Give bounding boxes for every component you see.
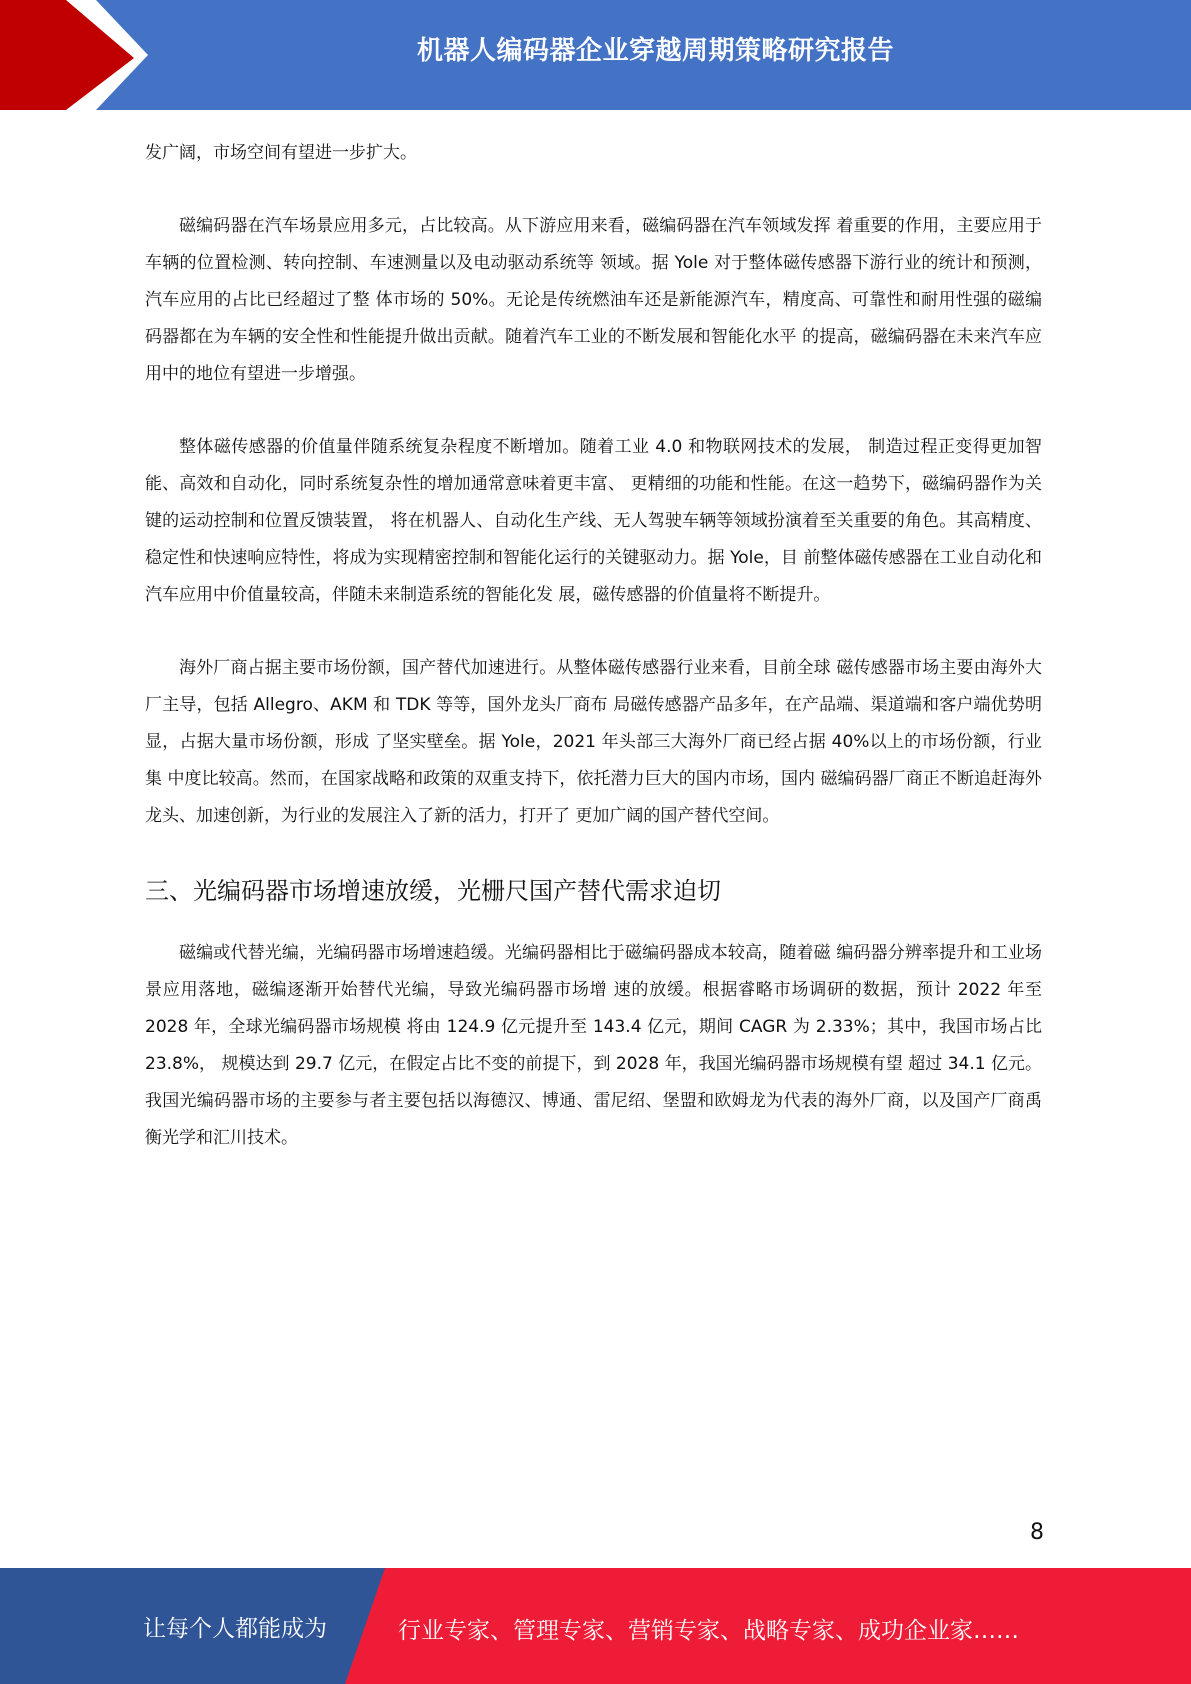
paragraph-continued: 发广阔，市场空间有望进一步扩大。 (145, 143, 417, 163)
paragraph: 海外厂商占据主要市场份额，国产替代加速进行。从整体磁传感器行业来看，目前全球 磁传感器市场主要由海外大厂主导，包括 Allegro、AKM 和 TDK 等等，国外龙头厂商布 局磁传感器产品多年，在产品端、渠道端和客户端优势明显，占据大量市场份额，形成 了坚实壁垒。据 Yole，2021 年头部三大海外厂商已经占据 40%以上的市场份额，行业集 中度比较高。然而，在国家战略和政策的双重支持下，依托潜力巨大的国内市场，国内 磁编码器厂商正不断追赶海外龙头、加速创新，为行业的发展注入了新的活力，打开了 更加广阔的国产替代空间。 (145, 658, 1042, 826)
paragraph: 磁编码器在汽车场景应用多元，占比较高。从下游应用来看，磁编码器在汽车领域发挥 着重要的作用，主要应用于车辆的位置检测、转向控制、车速测量以及电动驱动系统等 领域。据 Yole 对于整体磁传感器下游行业的统计和预测，汽车应用的占比已经超过了整 体市场的 50%。无论是传统燃油车还是新能源汽车，精度高、可靠性和耐用性强的磁编 码器都在为车辆的安全性和性能提升做出贡献。随着汽车工业的不断发展和智能化水平 的提高，磁编码器在未来汽车应用中的地位有望进一步增强。 (145, 216, 1042, 384)
paragraph: 整体磁传感器的价值量伴随系统复杂程度不断增加。随着工业 4.0 和物联网技术的发展， 制造过程正变得更加智能、高效和自动化，同时系统复杂性的增加通常意味着更丰富、 更精细的功能和性能。在这一趋势下，磁编码器作为关键的运动控制和位置反馈装置， 将在机器人、自动化生产线、无人驾驶车辆等领域扮演着至关重要的角色。其高精度、 稳定性和快速响应特性，将成为实现精密控制和智能化运行的关键驱动力。据 Yole，目 前整体磁传感器在工业自动化和汽车应用中价值量较高，伴随未来制造系统的智能化发 展，磁传感器的价值量将不断提升。 (145, 437, 1042, 605)
document-body (145, 135, 1042, 1193)
section-heading: 三、光编码器市场增速放缓，光栅尺国产替代需求迫切 (145, 877, 721, 905)
page-number: 8 (1030, 1520, 1044, 1545)
footer-slogan-right: 行业专家、管理专家、营销专家、战略专家、成功企业家…… (398, 1618, 1019, 1644)
page-header (0, 0, 1191, 110)
footer-slogan-left: 让每个人都能成为 (143, 1616, 327, 1642)
paragraph: 磁编或代替光编，光编码器市场增速趋缓。光编码器相比于磁编码器成本较高，随着磁 编码器分辨率提升和工业场景应用落地，磁编逐渐开始替代光编，导致光编码器市场增 速的放缓。根据睿略市场调研的数据，预计 2022 年至 2028 年，全球光编码器市场规模 将由 124.9 亿元提升至 143.4 亿元，期间 CAGR 为 2.33%；其中，我国市场占比 23.8%， 规模达到 29.7 亿元，在假定占比不变的前提下，到 2028 年，我国光编码器市场规模有望 超过 34.1 亿元。我国光编码器市场的主要参与者主要包括以海德汉、博通、雷尼绍、堡盟和欧姆龙为代表的海外厂商，以及国产厂商禹衡光学和汇川技术。 (145, 943, 1042, 1148)
report-title: 机器人编码器企业穿越周期策略研究报告 (416, 36, 894, 66)
page-footer (0, 1568, 1191, 1684)
